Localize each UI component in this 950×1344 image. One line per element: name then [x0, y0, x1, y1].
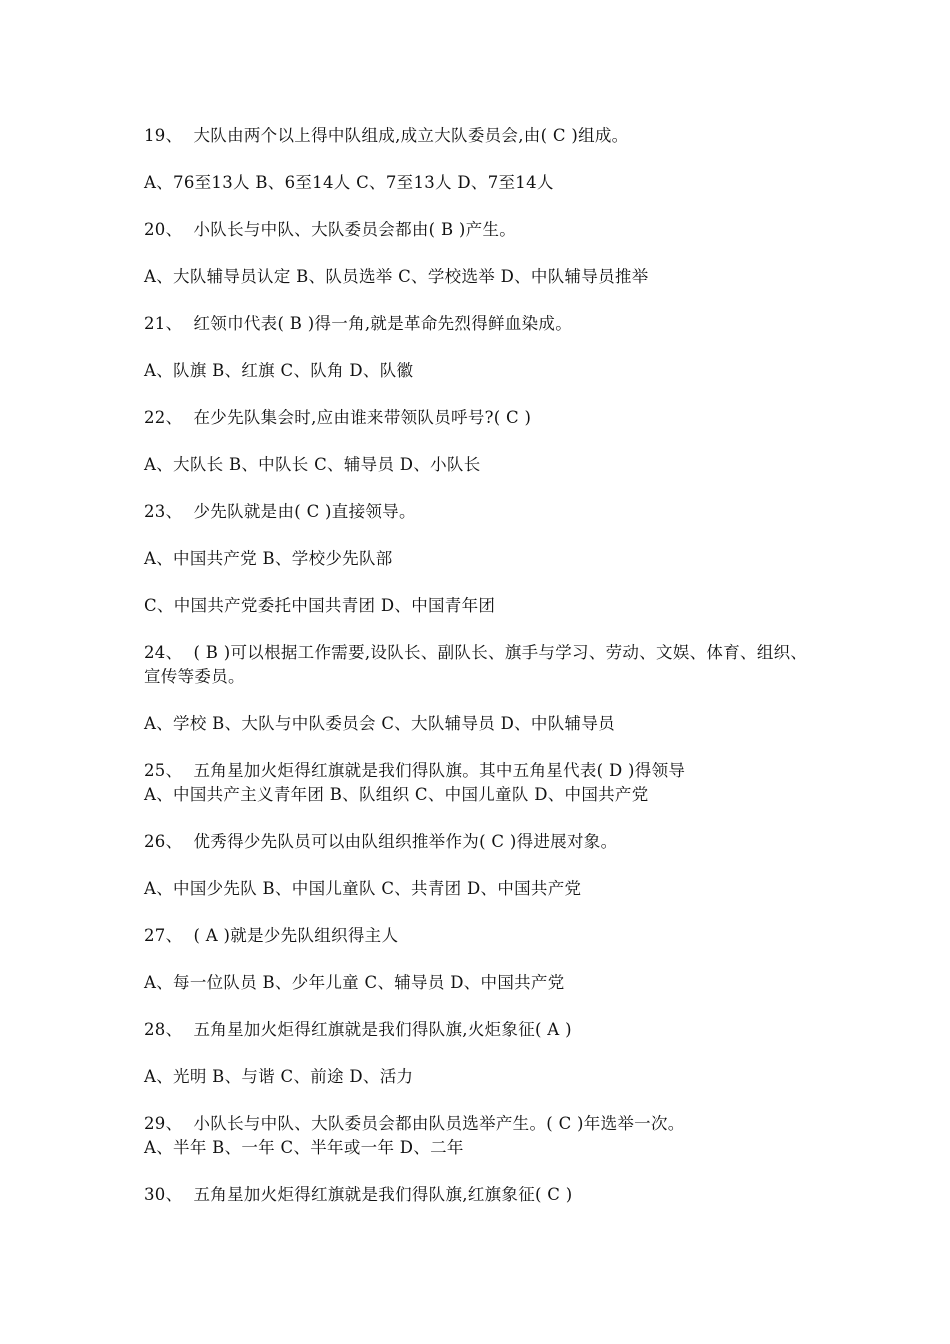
document-body: [144, 124, 814, 1207]
options-21: A、队旗 B、红旗 C、队角 D、队徽: [144, 361, 414, 380]
question-19: 19、 大队由两个以上得中队组成,成立大队委员会,由( C )组成。: [144, 126, 629, 145]
question-24: 24、 ( B )可以根据工作需要,设队长、副队长、旗手与学习、劳动、文娱、体育、组织、宣传等委员。: [144, 643, 808, 686]
options-22: A、大队长 B、中队长 C、辅导员 D、小队长: [144, 455, 481, 474]
question-25: 25、 五角星加火炬得红旗就是我们得队旗。其中五角星代表( D )得领导: [144, 761, 686, 780]
options-29: A、半年 B、一年 C、半年或一年 D、二年: [144, 1138, 464, 1157]
question-30: 30、 五角星加火炬得红旗就是我们得队旗,红旗象征( C ): [144, 1185, 573, 1204]
question-20: 20、 小队长与中队、大队委员会都由( B )产生。: [144, 220, 517, 239]
options-23-a: A、中国共产党 B、学校少先队部: [144, 549, 393, 568]
question-27: 27、 ( A )就是少先队组织得主人: [144, 926, 399, 945]
question-29: 29、 小队长与中队、大队委员会都由队员选举产生。( C )年选举一次。: [144, 1114, 685, 1133]
options-24: A、学校 B、大队与中队委员会 C、大队辅导员 D、中队辅导员: [144, 714, 615, 733]
options-27: A、每一位队员 B、少年儿童 C、辅导员 D、中国共产党: [144, 973, 565, 992]
question-21: 21、 红领巾代表( B )得一角,就是革命先烈得鲜血染成。: [144, 314, 573, 333]
question-28: 28、 五角星加火炬得红旗就是我们得队旗,火炬象征( A ): [144, 1020, 572, 1039]
options-28: A、光明 B、与谐 C、前途 D、活力: [144, 1067, 414, 1086]
question-23: 23、 少先队就是由( C )直接领导。: [144, 502, 416, 521]
question-22: 22、 在少先队集会时,应由谁来带领队员呼号?( C ): [144, 408, 532, 427]
options-25: A、中国共产主义青年团 B、队组织 C、中国儿童队 D、中国共产党: [144, 785, 649, 804]
options-20: A、大队辅导员认定 B、队员选举 C、学校选举 D、中队辅导员推举: [144, 267, 649, 286]
options-23-b: C、中国共产党委托中国共青团 D、中国青年团: [144, 596, 496, 615]
question-26: 26、 优秀得少先队员可以由队组织推举作为( C )得进展对象。: [144, 832, 618, 851]
options-26: A、中国少先队 B、中国儿童队 C、共青团 D、中国共产党: [144, 879, 582, 898]
options-19: A、76至13人 B、6至14人 C、7至13人 D、7至14人: [144, 173, 554, 192]
